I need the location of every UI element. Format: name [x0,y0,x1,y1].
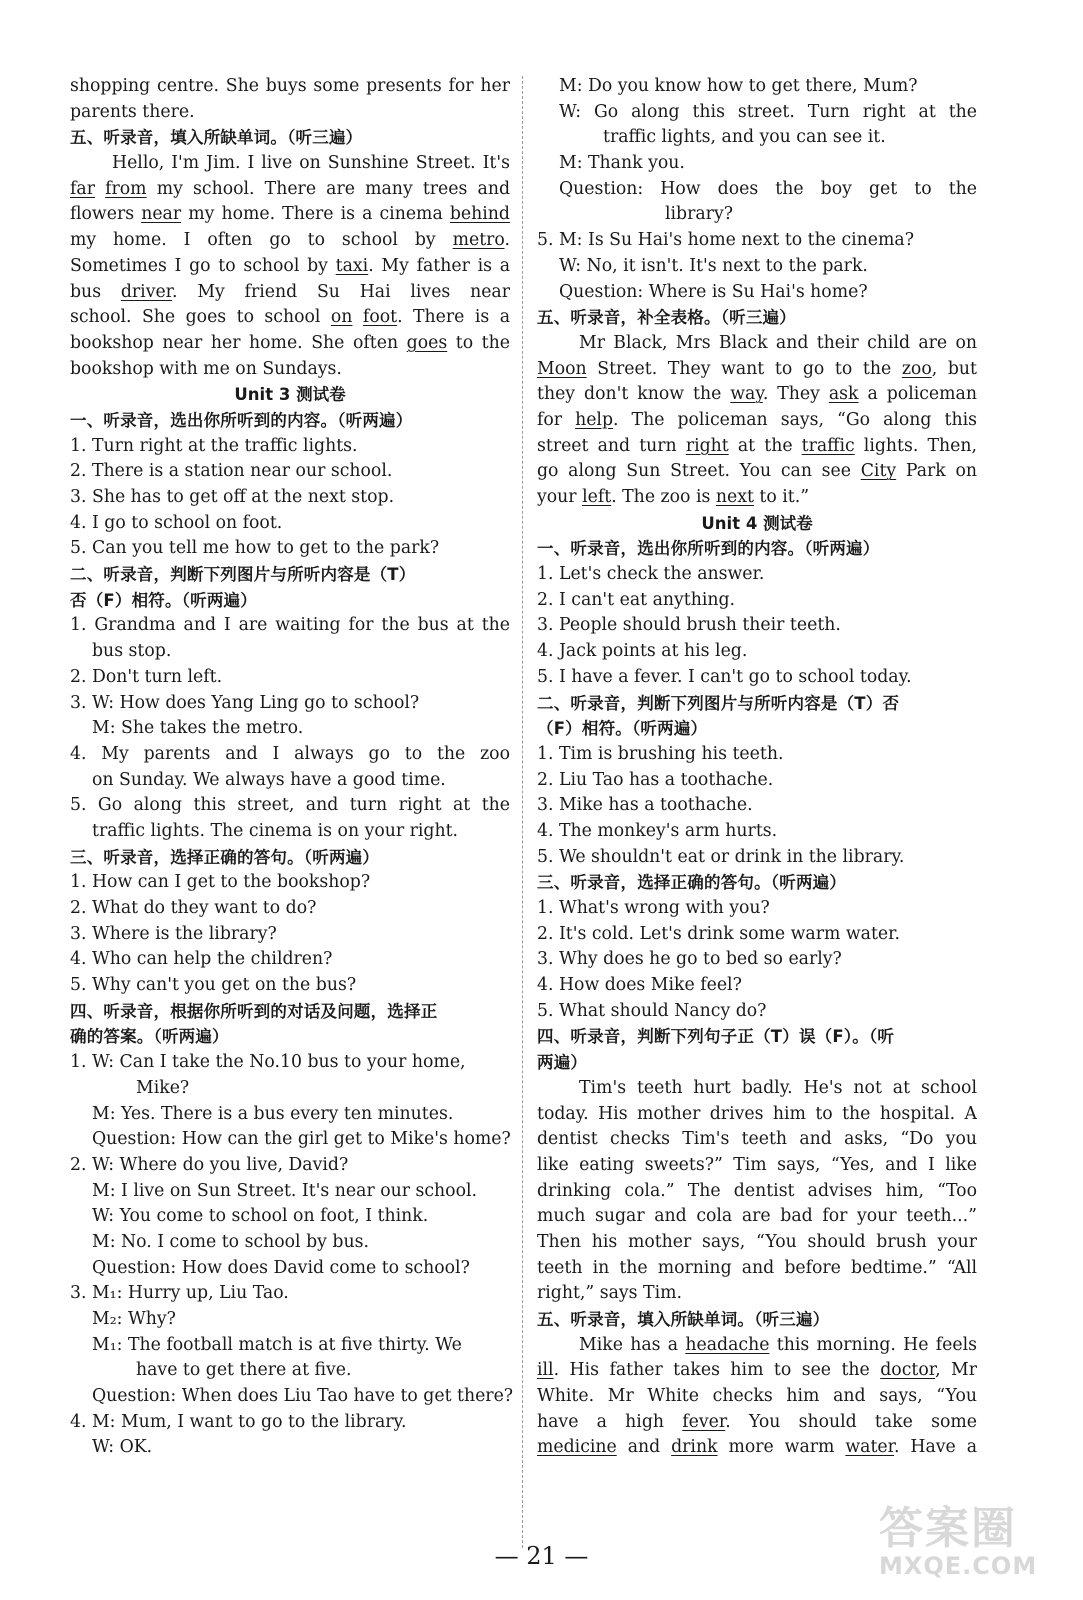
answer-word: next [715,487,754,507]
watermark-url: MXQE.COM [879,1552,1038,1580]
list-item: 1. Grandma and I are waiting for the bus at the [70,615,510,636]
passage-line: street and turn right at the traffic lights. Then, [537,435,977,456]
unit-title: Unit 4 测试卷 [701,513,813,533]
list-item: 2. Don't turn left. [70,666,223,687]
watermark-logo [879,1503,1069,1586]
answer-word: near [141,204,182,225]
dialogue-line: W: No, it isn't. It's next to the park. [559,255,868,276]
passage-line: ill. His father takes him to see the doctor, Mr [537,1360,977,1381]
dialogue-line: M: No. I come to school by bus. [92,1231,369,1252]
list-item: M: She takes the metro. [92,718,304,739]
answer-word: fever [682,1411,726,1432]
passage-line: dentist checks Tim's teeth and asks, “Do you [537,1129,977,1150]
dialogue-line: have to get there at five. [136,1360,352,1381]
list-item: 4. The monkey's arm hurts. [537,820,778,841]
section-heading: 三、听录音，选择正确的答句。（听两遍） [537,873,847,893]
dialogue-line: M: Thank you. [559,153,685,174]
dialogue-line: M₂: Why? [92,1309,176,1329]
list-item: 1. Turn right at the traffic lights. [70,435,358,456]
passage-line: teeth in the morning and before bedtime.” “All [537,1257,977,1278]
passage-line: go along Sun Street. You can see City Park on [537,461,977,482]
list-item: 3. People should brush their teeth. [537,615,841,636]
list-item: 5. Can you tell me how to get to the park? [70,538,440,559]
passage-line: far from my school. There are many trees and [70,178,510,199]
list-item: 4. Who can help the children? [70,949,333,970]
dialogue-line: Mike? [136,1077,190,1098]
dialogue-line: 2. W: Where do you live, David? [70,1154,349,1175]
answer-word: ask [828,384,859,405]
answer-word: driver [120,281,173,302]
passage-line: bookshop near her home. She often goes to the [70,332,510,353]
passage-line: Hello, I'm Jim. I live on Sunshine Street. It's [112,153,510,174]
passage-line: medicine and drink more warm water. Have a [537,1437,977,1458]
passage-line: today. His mother drives him to the hospital. A [537,1103,977,1124]
question-line: Question: How does David come to school? [92,1257,470,1278]
answer-word: City [860,461,897,482]
answer-word: Moon [537,358,587,379]
passage-line: your left. The zoo is next to it.” [537,487,810,507]
passage-line: school. She goes to school on foot. There is a [70,307,510,328]
answer-word: left [582,487,612,507]
section-heading: 四、听录音，判断下列句子正（T）误（F）。（听 [537,1027,895,1047]
list-item: 5. What should Nancy do? [537,1000,767,1021]
answer-word: medicine [537,1437,617,1458]
list-item: 2. It's cold. Let's drink some warm water. [537,923,900,944]
passage-line: Moon Street. They want to go to the zoo, but [537,358,977,379]
answer-word: taxi [335,255,369,276]
list-item: 1. How can I get to the bookshop? [70,872,371,893]
dialogue-line: 5. M: Is Su Hai's home next to the cinema? [537,230,914,251]
question-line: Question: How can the girl get to Mike's home? [92,1129,511,1150]
list-item: 3. Where is the library? [70,923,277,944]
answer-word: drink [671,1437,718,1458]
dialogue-line: W: You come to school on foot, I think. [92,1206,429,1227]
section-heading: 一、听录音，选出你所听到的内容。（听两遍） [70,410,413,430]
dialogue-line: 3. M₁: Hurry up, Liu Tao. [70,1283,289,1304]
passage-line: Mr Black, Mrs Black and their child are on [579,332,977,353]
dialogue-line: 1. W: Can I take the No.10 bus to your home, [70,1052,466,1073]
question-line: Question: Where is Su Hai's home? [559,281,868,302]
section-heading: 三、听录音，选择正确的答句。（听两遍） [70,847,380,867]
list-item: 5. Why can't you get on the bus? [70,975,357,996]
list-item: 3. W: How does Yang Ling go to school? [70,692,420,713]
list-item: 1. Let's check the answer. [537,564,765,585]
column-divider [522,76,523,1548]
passage-line: for help. The policeman says, “Go along this [537,409,977,430]
list-item: 2. There is a station near our school. [70,461,393,482]
dialogue-line: traffic lights, and you can see it. [603,127,886,148]
dialogue-line: 4. M: Mum, I want to go to the library. [70,1411,407,1432]
dialogue-line: M: Yes. There is a bus every ten minutes. [92,1103,454,1124]
section-heading: 五、听录音，填入所缺单词。（听三遍） [537,1310,830,1329]
answer-word: water [845,1437,894,1458]
list-item: 3. Why does he go to bed so early? [537,949,842,970]
list-item: 2. What do they want to do? [70,898,317,918]
section-heading: 五、听录音，补全表格。（听三遍） [537,308,796,328]
dialogue-line: W: Go along this street. Turn right at the [559,101,977,122]
question-line: Question: When does Liu Tao have to get there? [92,1386,514,1407]
answer-word: ill [537,1360,554,1381]
passage-line: bookshop with me on Sundays. [70,358,342,379]
answer-word: foot [362,307,398,328]
passage-line: White. Mr White checks him and says, “You [537,1386,977,1407]
passage-line: drinking cola.” The dentist advises him, “Too [537,1180,977,1201]
right-column [537,74,977,1461]
passage-line: they don't know the way. They ask a policeman [537,384,977,405]
section-heading: 否（F）相符。（听两遍） [70,590,257,610]
passage-line: have a high fever. You should take some [537,1411,977,1432]
answer-word: way [730,384,763,405]
passage-line: Mike has a headache this morning. He feels [579,1334,977,1355]
answer-word: behind [449,204,510,225]
list-item: 4. How does Mike feel? [537,975,742,996]
unit-title: Unit 3 测试卷 [234,385,346,405]
list-item: 3. Mike has a toothache. [537,795,753,816]
list-item: 1. What's wrong with you? [537,898,770,918]
list-item: 3. She has to get off at the next stop. [70,487,395,507]
dialogue-line: W: OK. [92,1437,153,1458]
list-item: 5. Go along this street, and turn right at the [70,795,510,816]
passage-line: my home. I often go to school by metro. [70,230,510,251]
dialogue-line: M: Do you know how to get there, Mum? [559,76,918,96]
section-heading: 二、听录音，判断下列图片与所听内容是（T） [70,565,416,585]
passage-line: much sugar and cola are bad for your teeth...” [537,1206,977,1227]
answer-word: doctor [880,1360,936,1381]
answer-word: zoo [901,358,932,379]
watermark-text: 答案圈 [879,1503,1017,1554]
question-line: library? [665,204,733,225]
question-line: Question: How does the boy get to the [559,178,977,199]
dialogue-line: M₁: The football match is at five thirty. We [92,1334,462,1355]
list-item: 4. I go to school on foot. [70,512,283,533]
page-number: — 21 — [494,1542,589,1570]
text-line: shopping centre. She buys some presents for her [70,76,510,96]
passage-line: like eating sweets?” Tim says, “Yes, and I like [537,1154,977,1175]
text-line: parents there. [70,101,195,122]
section-heading: 确的答案。（听两遍） [70,1027,229,1047]
passage-line: Tim's teeth hurt badly. He's not at school [579,1077,977,1098]
list-item: 2. I can't eat anything. [537,589,736,610]
answer-word: help [575,409,614,430]
passage-line: Sometimes I go to school by taxi. My father is a [70,255,510,276]
list-item: 4. Jack points at his leg. [537,641,748,662]
answer-word: traffic [801,435,855,456]
passage-line: Then his mother says, “You should brush your [537,1231,977,1252]
answer-word: on [330,307,353,328]
list-item: 5. I have a fever. I can't go to school today. [537,666,912,687]
list-item: bus stop. [92,641,172,662]
section-heading: 一、听录音，选出你所听到的内容。（听两遍） [537,539,880,559]
section-heading: 四、听录音，根据你所听到的对话及问题，选择正 [70,1001,438,1021]
section-heading: 两遍） [537,1053,588,1073]
dialogue-line: M: I live on Sun Street. It's near our school. [92,1180,478,1201]
answer-word: headache [685,1334,770,1355]
section-heading: 二、听录音，判断下列图片与所听内容是（T）否 [537,693,900,713]
section-heading: 五、听录音，填入所缺单词。（听三遍） [70,128,363,148]
passage-line: bus driver. My friend Su Hai lives near [70,281,510,302]
passage-line: right,” says Tim. [537,1283,682,1304]
passage-line: flowers near my home. There is a cinema behind [70,204,510,225]
section-heading: （F）相符。（听两遍） [537,719,708,739]
list-item: 4. My parents and I always go to the zoo [70,743,510,764]
list-item: 1. Tim is brushing his teeth. [537,743,784,764]
answer-word: far [70,178,95,199]
answer-word: right [685,435,729,456]
list-item: traffic lights. The cinema is on your right. [92,820,459,841]
list-item: 5. We shouldn't eat or drink in the library. [537,846,905,867]
left-column [70,74,514,1461]
answer-word: from [105,178,147,199]
list-item: 2. Liu Tao has a toothache. [537,769,774,790]
answer-word: goes [406,332,448,353]
list-item: on Sunday. We always have a good time. [92,769,446,790]
answer-word: metro [452,230,505,251]
